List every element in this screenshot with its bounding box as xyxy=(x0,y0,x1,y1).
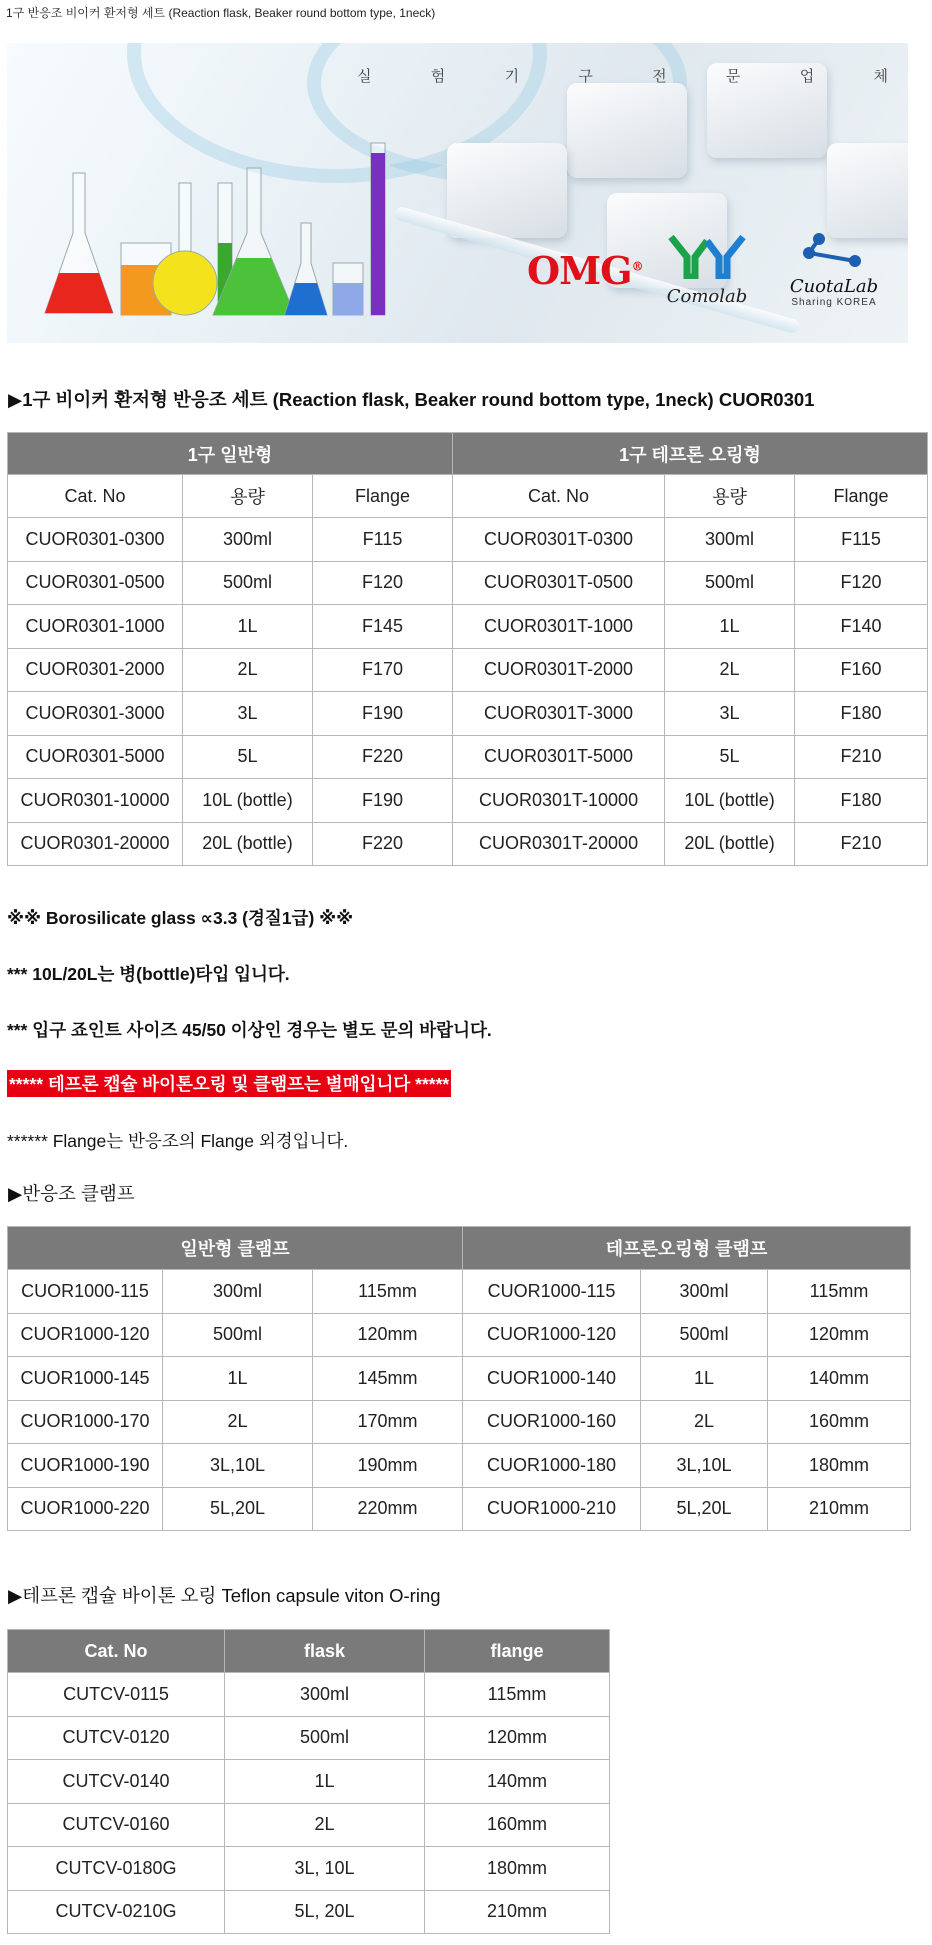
page-title: 1구 반응조 비이커 환저형 세트 (Reaction flask, Beaker round bottom type, 1neck) xyxy=(6,6,436,20)
column-header: Flange xyxy=(313,475,453,518)
keyboard-key xyxy=(447,143,567,238)
group-header-teflon: 1구 테프론 오링형 xyxy=(453,433,928,475)
comolab-mark-icon xyxy=(667,233,747,279)
omg-logo: OMG® xyxy=(527,248,643,293)
column-header: Cat. No xyxy=(8,475,183,518)
group-header-standard: 1구 일반형 xyxy=(8,433,453,475)
table-row: CUOR0301-20000 20L (bottle) F220 CUOR0301T-20000 20L (bottle) F210 xyxy=(8,822,928,866)
reaction-flask-heading: ▶1구 비이커 환저형 반응조 세트 (Reaction flask, Beaker round bottom type, 1neck) CUOR0301 xyxy=(8,389,815,410)
table-row: CUOR0301-0300 300ml F115 CUOR0301T-0300 300ml F115 xyxy=(8,518,928,562)
oring-heading: ▶테프론 캡슐 바이톤 오링 Teflon capsule viton O-ring xyxy=(8,1585,441,1606)
keyboard-key xyxy=(567,83,687,178)
table-row: CUTCV-0180G 3L, 10L 180mm xyxy=(8,1847,610,1891)
group-header-teflon-clamp: 테프론오링형 클램프 xyxy=(463,1227,911,1270)
cuotalab-logo: CuotaLab Sharing KOREA xyxy=(779,231,889,308)
reaction-flask-table xyxy=(7,432,928,866)
banner-tagline: 실 험 기 구 전 문 업 체 xyxy=(357,68,888,85)
table-row: CUOR0301-2000 2L F170 CUOR0301T-2000 2L F160 xyxy=(8,648,928,692)
hero-banner xyxy=(7,43,908,343)
column-header: 용량 xyxy=(183,475,313,518)
column-header: flange xyxy=(425,1630,610,1673)
column-header: Flange xyxy=(795,475,928,518)
table-row: CUTCV-0115 300ml 115mm xyxy=(8,1673,610,1717)
table-row: CUOR0301-0500 500ml F120 CUOR0301T-0500 500ml F120 xyxy=(8,561,928,605)
table-row: CUOR1000-190 3L,10L 190mm CUOR1000-180 3L,10L 180mm xyxy=(8,1444,911,1488)
table-row: CUTCV-0160 2L 160mm xyxy=(8,1803,610,1847)
table-row: CUOR1000-220 5L,20L 220mm CUOR1000-210 5L,20L 210mm xyxy=(8,1487,911,1531)
table-row: CUOR1000-170 2L 170mm CUOR1000-160 2L 160mm xyxy=(8,1400,911,1444)
clamp-table xyxy=(7,1226,911,1531)
bottle-note: *** 10L/20L는 병(bottle)타입 입니다. xyxy=(7,964,290,984)
sold-separately-note: ***** 테프론 캡슐 바이톤오링 및 클램프는 별매입니다 ***** xyxy=(7,1070,451,1097)
column-header: Cat. No xyxy=(8,1630,225,1673)
table-row: CUTCV-0140 1L 140mm xyxy=(8,1760,610,1804)
group-header-standard-clamp: 일반형 클램프 xyxy=(8,1227,463,1270)
table-row: CUOR1000-145 1L 145mm CUOR1000-140 1L 140mm xyxy=(8,1357,911,1401)
table-row: CUOR0301-1000 1L F145 CUOR0301T-1000 1L F140 xyxy=(8,605,928,649)
table-row: CUOR0301-5000 5L F220 CUOR0301T-5000 5L F210 xyxy=(8,735,928,779)
oring-table xyxy=(7,1629,610,1934)
column-header: Cat. No xyxy=(453,475,665,518)
joint-note: *** 입구 죠인트 사이즈 45/50 이상인 경우는 별도 문의 바랍니다. xyxy=(7,1020,492,1040)
glass-note: ※※ Borosilicate glass ∝3.3 (경질1급) ※※ xyxy=(7,908,354,928)
table-row: CUOR0301-3000 3L F190 CUOR0301T-3000 3L F180 xyxy=(8,692,928,736)
lab-glassware-illustration xyxy=(33,123,393,338)
clamp-heading: ▶반응조 클램프 xyxy=(8,1183,135,1204)
column-header: flask xyxy=(225,1630,425,1673)
table-row: CUOR0301-10000 10L (bottle) F190 CUOR0301T-10000 10L (bottle) F180 xyxy=(8,779,928,823)
flange-note: ****** Flange는 반응조의 Flange 외경입니다. xyxy=(7,1131,349,1151)
comolab-logo: Comolab xyxy=(662,233,752,307)
cuotalab-mark-icon xyxy=(799,231,869,271)
table-row: CUTCV-0210G 5L, 20L 210mm xyxy=(8,1890,610,1934)
table-row: CUOR1000-115 300ml 115mm CUOR1000-115 300ml 115mm xyxy=(8,1270,911,1314)
column-header: 용량 xyxy=(665,475,795,518)
table-row: CUOR1000-120 500ml 120mm CUOR1000-120 500ml 120mm xyxy=(8,1313,911,1357)
keyboard-key xyxy=(827,143,908,238)
table-row: CUTCV-0120 500ml 120mm xyxy=(8,1716,610,1760)
